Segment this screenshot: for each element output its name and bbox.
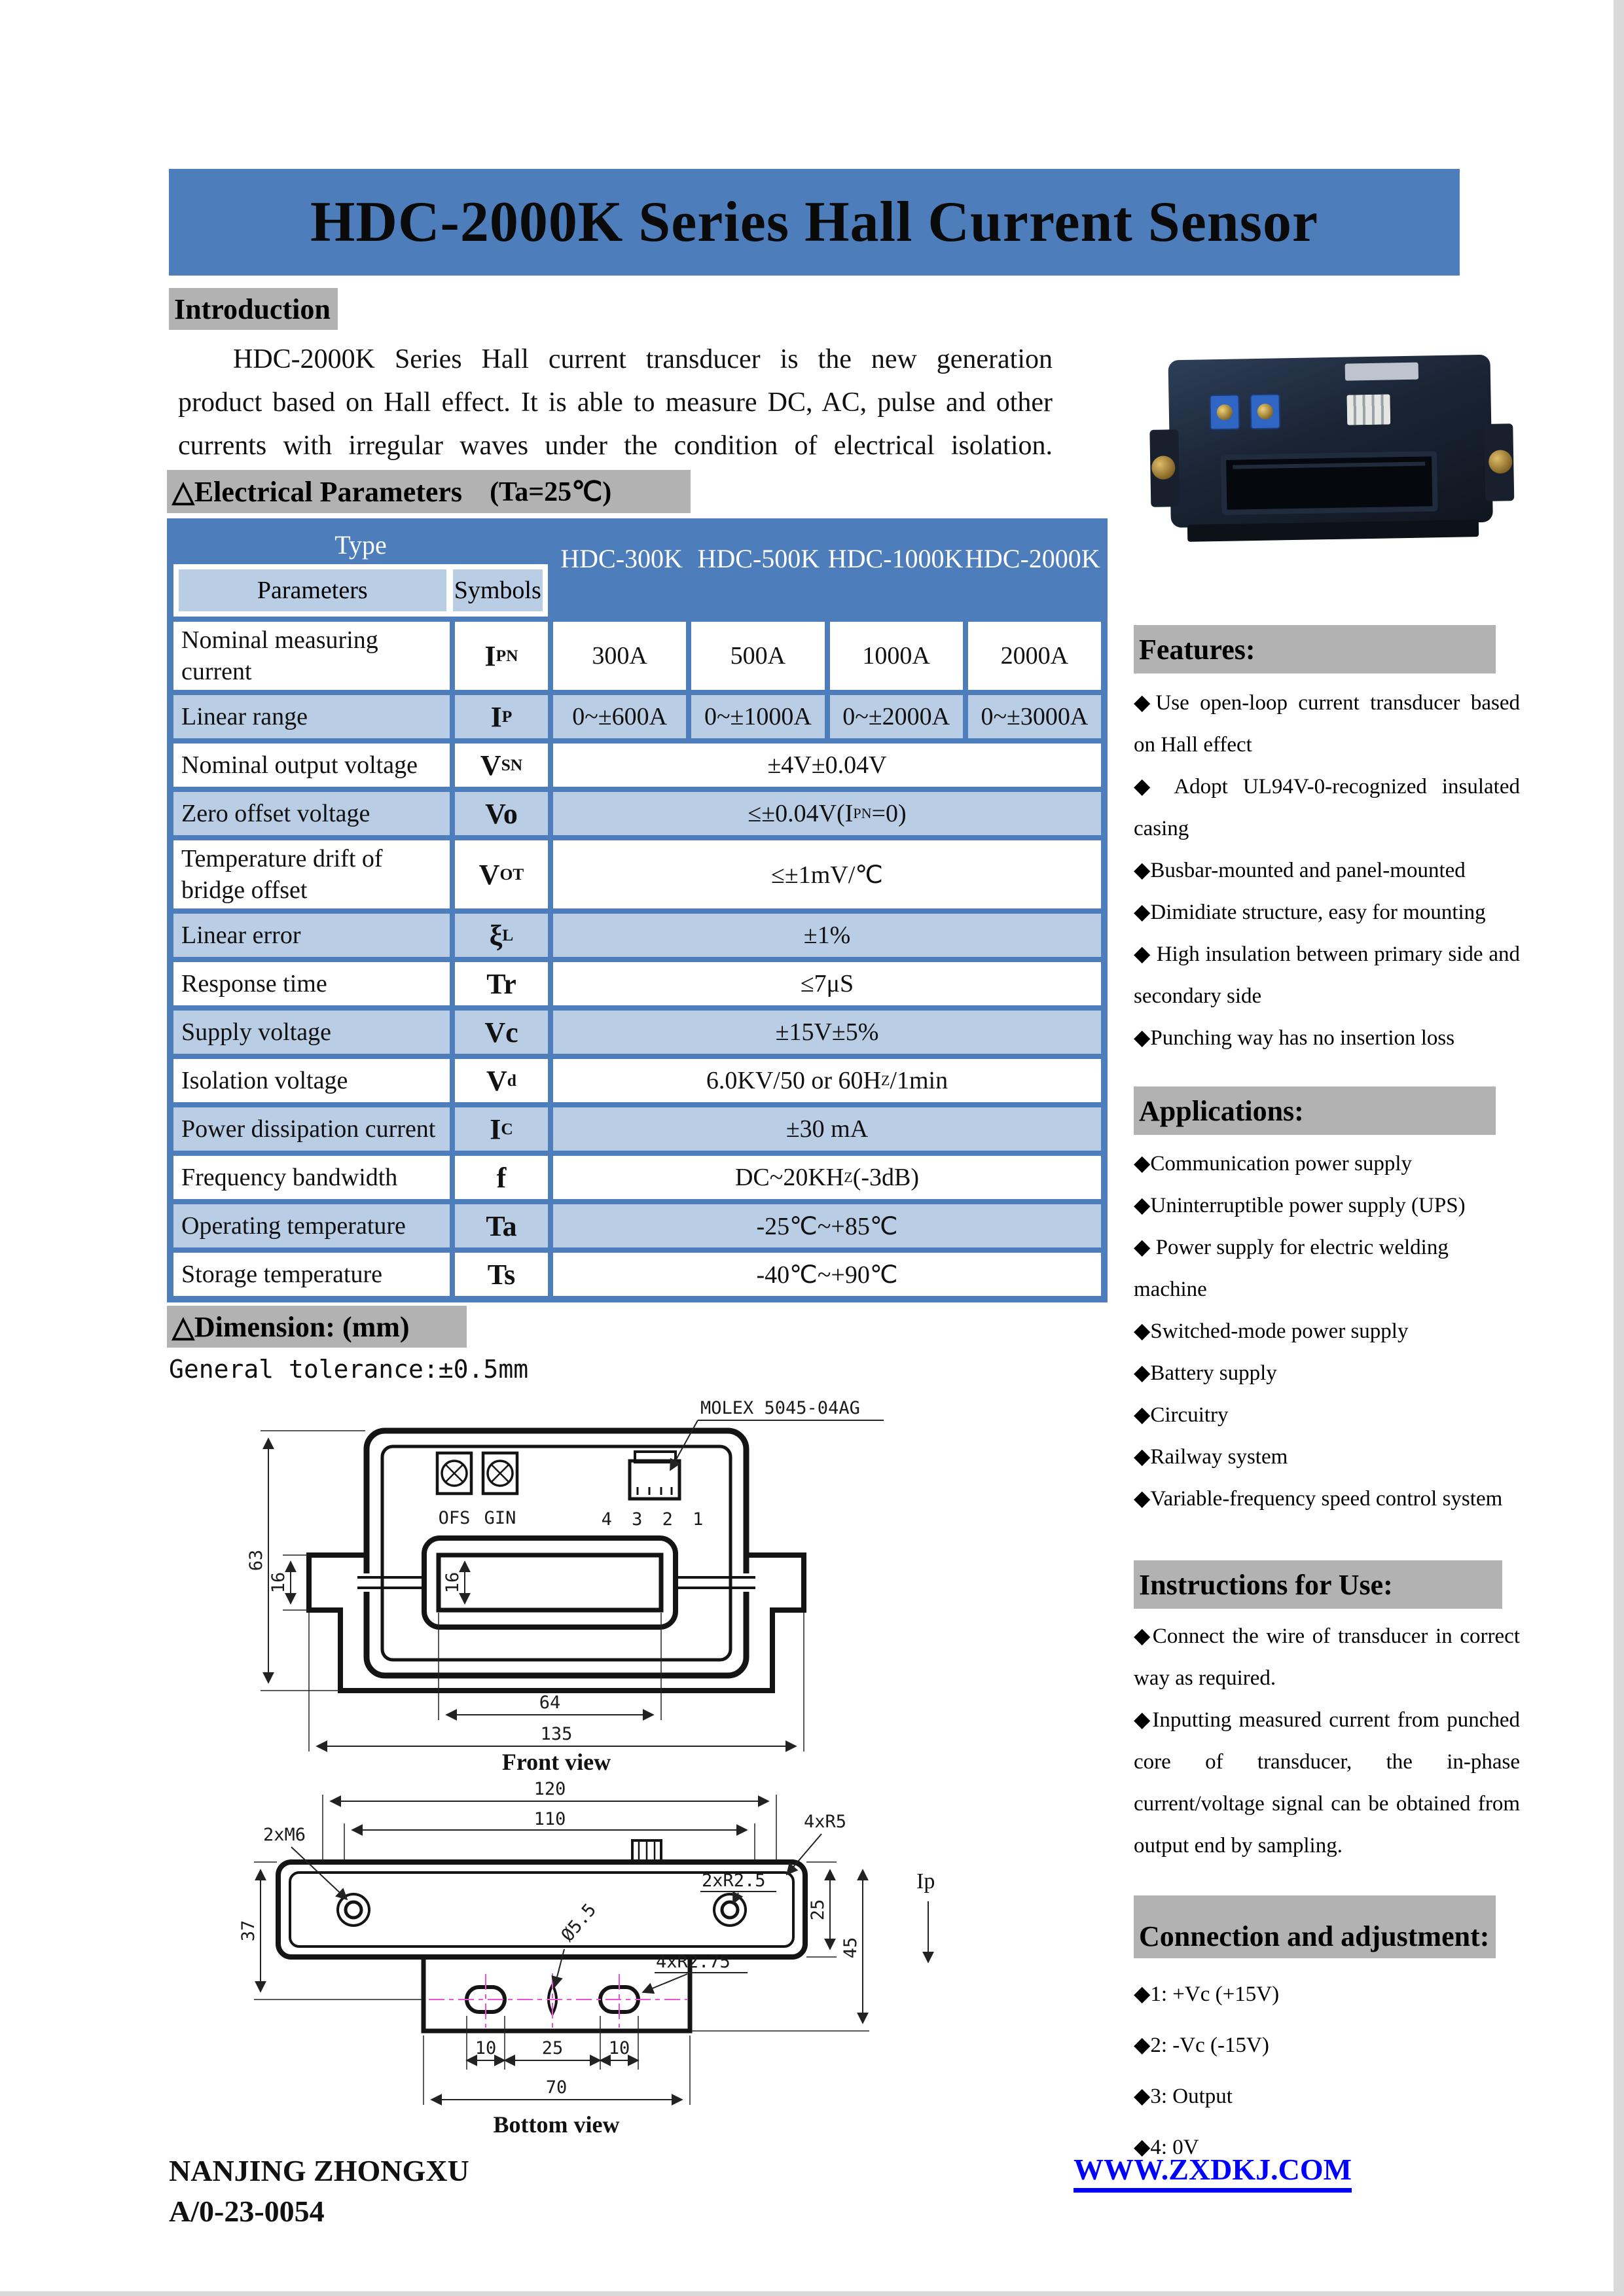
application-item: ◆Communication power supply xyxy=(1134,1152,1413,1175)
bottom-view-dim-70: 70 xyxy=(545,2077,568,2098)
intro-line: currents with irregular waves under the condition of electrical isolation. xyxy=(178,431,1053,461)
applications-list xyxy=(1134,1143,1520,1520)
footer-company: NANJING ZHONGXU xyxy=(169,2154,469,2187)
table-cell-symbol: V OT xyxy=(455,840,548,908)
table-cell-value: ≤7μS xyxy=(553,962,1101,1005)
table-cell-value: ≤±0.04V(I PN =0) xyxy=(553,792,1101,835)
table-header-type: Type xyxy=(173,525,548,564)
page-title: HDC-2000K Series Hall Current Sensor xyxy=(310,190,1319,254)
front-view-caption: Front view xyxy=(501,1749,611,1772)
photo-trimmers xyxy=(1209,393,1280,430)
bottom-view-dim-110: 110 xyxy=(533,1809,566,1829)
table-cell-symbol: Vc xyxy=(455,1011,548,1054)
page-edge xyxy=(0,2291,1624,2296)
intro-line: product based on Hall effect. It is able to measure DC, AC, pulse and other xyxy=(178,387,1053,418)
bottom-view-dim-45: 45 xyxy=(840,1937,861,1959)
bottom-view-dim-37: 37 xyxy=(238,1920,259,1942)
table-cell-symbol: V d xyxy=(455,1059,548,1102)
connection-item: ◆4: 0V xyxy=(1134,2136,1199,2159)
bottom-view-label-m6: 2xM6 xyxy=(263,1825,306,1845)
connection-heading: Connection and adjustment: xyxy=(1134,1895,1496,1958)
table-cell-value: ±15V±5% xyxy=(553,1011,1101,1054)
electrical-parameters-heading: △Electrical Parameters (Ta=25℃) xyxy=(167,470,691,513)
model-column-header: HDC-1000K xyxy=(827,543,964,573)
general-tolerance: General tolerance:±0.5mm xyxy=(169,1355,529,1384)
screw-icon xyxy=(1489,450,1513,474)
primary-current-label: Ip xyxy=(916,1869,935,1893)
front-view-dim-63: 63 xyxy=(246,1549,266,1571)
model-column-header: HDC-2000K xyxy=(965,543,1100,573)
table-cell-value: 0~±3000A xyxy=(968,695,1101,738)
introduction-heading: Introduction xyxy=(169,288,338,330)
feature-item: ◆Dimidiate structure, easy for mounting xyxy=(1134,901,1486,924)
table-cell-symbol: Tr xyxy=(455,962,548,1005)
table-cell-value: -25℃~+85℃ xyxy=(553,1204,1101,1247)
front-view-dim-16-aperture: 16 xyxy=(442,1571,463,1594)
table-cell-value: 0~±1000A xyxy=(691,695,824,738)
application-item: ◆Railway system xyxy=(1134,1445,1288,1469)
front-view-ofs-label: OFS xyxy=(438,1508,471,1528)
table-cell-symbol: f xyxy=(455,1156,548,1199)
feature-item: ◆Busbar-mounted and panel-mounted xyxy=(1134,859,1466,882)
table-header-left xyxy=(173,525,548,617)
table-header-models xyxy=(553,525,1101,617)
table-cell-value: 500A xyxy=(691,622,824,690)
screw-icon xyxy=(1151,456,1176,480)
intro-paragraph xyxy=(178,338,1053,467)
table-cell-value: 0~±2000A xyxy=(830,695,963,738)
features-heading: Features: xyxy=(1134,625,1496,673)
table-header-sub xyxy=(173,564,548,617)
table-cell-value: 2000A xyxy=(968,622,1101,690)
table-cell-symbol: I PN xyxy=(455,622,548,690)
instruction-item: ◆Connect the wire of transducer in correct way as required. xyxy=(1134,1624,1520,1690)
model-column-header: HDC-500K xyxy=(697,543,820,573)
table-cell-parameter: Linear error xyxy=(173,914,450,957)
page-edge xyxy=(1614,0,1624,2296)
feature-item: ◆Punching way has no insertion loss xyxy=(1134,1026,1455,1050)
bottom-view-dim-25-mid: 25 xyxy=(541,2038,564,2058)
bottom-view-label-r2-75: 4xR2.75 xyxy=(656,1952,731,1972)
feature-item: ◆Use open-loop current transducer based on Hall effect xyxy=(1134,691,1520,757)
trimmer-pot-icon xyxy=(1250,393,1280,429)
features-list xyxy=(1134,682,1520,1059)
bottom-view-dim-120: 120 xyxy=(533,1779,566,1799)
front-view-pins-label: 4 3 2 1 xyxy=(601,1509,708,1530)
table-header-parameters: Parameters xyxy=(179,569,446,611)
connection-item: ◆2: -Vc (-15V) xyxy=(1134,2034,1269,2057)
photo-left-tab xyxy=(1149,429,1180,507)
table-cell-parameter: Power dissipation current xyxy=(173,1107,450,1151)
table-cell-parameter: Response time xyxy=(173,962,450,1005)
feature-item: ◆ Adopt UL94V-0-recognized insulated casing xyxy=(1134,775,1520,840)
table-cell-value: 300A xyxy=(553,622,686,690)
table-cell-value: ±30 mA xyxy=(553,1107,1101,1151)
bottom-view-dim-10-right: 10 xyxy=(608,2038,630,2058)
table-cell-parameter: Temperature drift of bridge offset xyxy=(173,840,450,908)
application-item: ◆Battery supply xyxy=(1134,1361,1277,1385)
footer-doc-number: A/0-23-0054 xyxy=(169,2195,325,2228)
feature-item: ◆ High insulation between primary side and secondary side xyxy=(1134,942,1520,1008)
instruction-item: ◆Inputting measured current from punched core of transducer, the in-phase current/voltage signal can be obtained from output end by sampling. xyxy=(1134,1708,1520,1857)
instructions-heading: Instructions for Use: xyxy=(1134,1560,1502,1609)
table-cell-symbol: Ts xyxy=(455,1253,548,1296)
test-condition: (Ta=25℃) xyxy=(490,477,612,507)
application-item: ◆Circuitry xyxy=(1134,1403,1229,1427)
product-photo xyxy=(1148,350,1515,556)
connection-item: ◆1: +Vc (+15V) xyxy=(1134,1982,1280,2006)
table-cell-value: 6.0KV/50 or 60H Z /1min xyxy=(553,1059,1101,1102)
table-cell-value: ±1% xyxy=(553,914,1101,957)
table-header-symbols: Symbols xyxy=(453,569,543,611)
dimension-heading: △Dimension: (mm) xyxy=(167,1306,467,1348)
connection-list xyxy=(1134,1969,1520,2173)
table-cell-value: 0~±600A xyxy=(553,695,686,738)
table-cell-value: ≤±1mV/℃ xyxy=(553,840,1101,908)
connection-item: ◆3: Output xyxy=(1134,2085,1233,2108)
bottom-view-dim-10-left: 10 xyxy=(475,2038,497,2058)
photo-connector xyxy=(1346,394,1390,425)
applications-heading: Applications: xyxy=(1134,1086,1496,1135)
table-cell-value: -40℃~+90℃ xyxy=(553,1253,1101,1296)
instructions-list xyxy=(1134,1615,1520,1867)
table-cell-parameter: Operating temperature xyxy=(173,1204,450,1247)
front-view-dim-16-tab: 16 xyxy=(268,1571,289,1594)
model-column-header: HDC-300K xyxy=(560,543,683,573)
parameters-table xyxy=(167,518,1108,1302)
trimmer-pot-icon xyxy=(1209,394,1240,430)
table-cell-symbol: I C xyxy=(455,1107,548,1151)
bottom-view-dim-25: 25 xyxy=(808,1899,828,1921)
table-cell-parameter: Frequency bandwidth xyxy=(173,1156,450,1199)
bottom-view-caption: Bottom view xyxy=(493,2111,620,2138)
bottom-view-label-r2-5: 2xR2.5 xyxy=(702,1871,766,1891)
application-item: ◆ Power supply for electric welding machine xyxy=(1134,1236,1449,1301)
table-cell-symbol: V SN xyxy=(455,744,548,787)
front-view-dim-64: 64 xyxy=(539,1693,561,1713)
table-cell-symbol: I P xyxy=(455,695,548,738)
table-cell-value: DC~20KH Z (-3dB) xyxy=(553,1156,1101,1199)
front-view-molex-label: MOLEX 5045-04AG xyxy=(700,1398,860,1418)
table-cell-parameter: Linear range xyxy=(173,695,450,738)
front-view-drawing xyxy=(242,1393,936,1772)
application-item: ◆Variable-frequency speed control system xyxy=(1134,1487,1503,1511)
table-cell-parameter: Isolation voltage xyxy=(173,1059,450,1102)
title-banner xyxy=(169,169,1460,276)
table-cell-parameter: Nominal output voltage xyxy=(173,744,450,787)
intro-line: HDC-2000K Series Hall current transducer is the new generation xyxy=(233,344,1053,374)
table-cell-parameter: Storage temperature xyxy=(173,1253,450,1296)
table-cell-symbol: Vo xyxy=(455,792,548,835)
table-cell-symbol: Ta xyxy=(455,1204,548,1247)
photo-aperture xyxy=(1221,451,1438,515)
table-cell-parameter: Zero offset voltage xyxy=(173,792,450,835)
photo-right-tab xyxy=(1484,423,1514,501)
bottom-view-label-d5-5: Ø5.5 xyxy=(557,1899,601,1946)
table-cell-parameter: Supply voltage xyxy=(173,1011,450,1054)
table-cell-parameter: Nominal measuring current xyxy=(173,622,450,690)
footer-website-link[interactable]: WWW.ZXDKJ.COM xyxy=(1074,2152,1352,2193)
bottom-view-label-r5: 4xR5 xyxy=(804,1812,847,1832)
application-item: ◆Switched-mode power supply xyxy=(1134,1319,1409,1343)
application-item: ◆Uninterruptible power supply (UPS) xyxy=(1134,1194,1466,1217)
table-cell-value: 1000A xyxy=(830,622,963,690)
front-view-gain-label: GIN xyxy=(484,1508,516,1528)
bottom-view-drawing xyxy=(229,1767,969,2140)
photo-sticker xyxy=(1345,363,1418,381)
table-cell-value: ±4V±0.04V xyxy=(553,744,1101,787)
front-view-dim-135: 135 xyxy=(540,1724,573,1744)
table-cell-symbol: ξ L xyxy=(455,914,548,957)
